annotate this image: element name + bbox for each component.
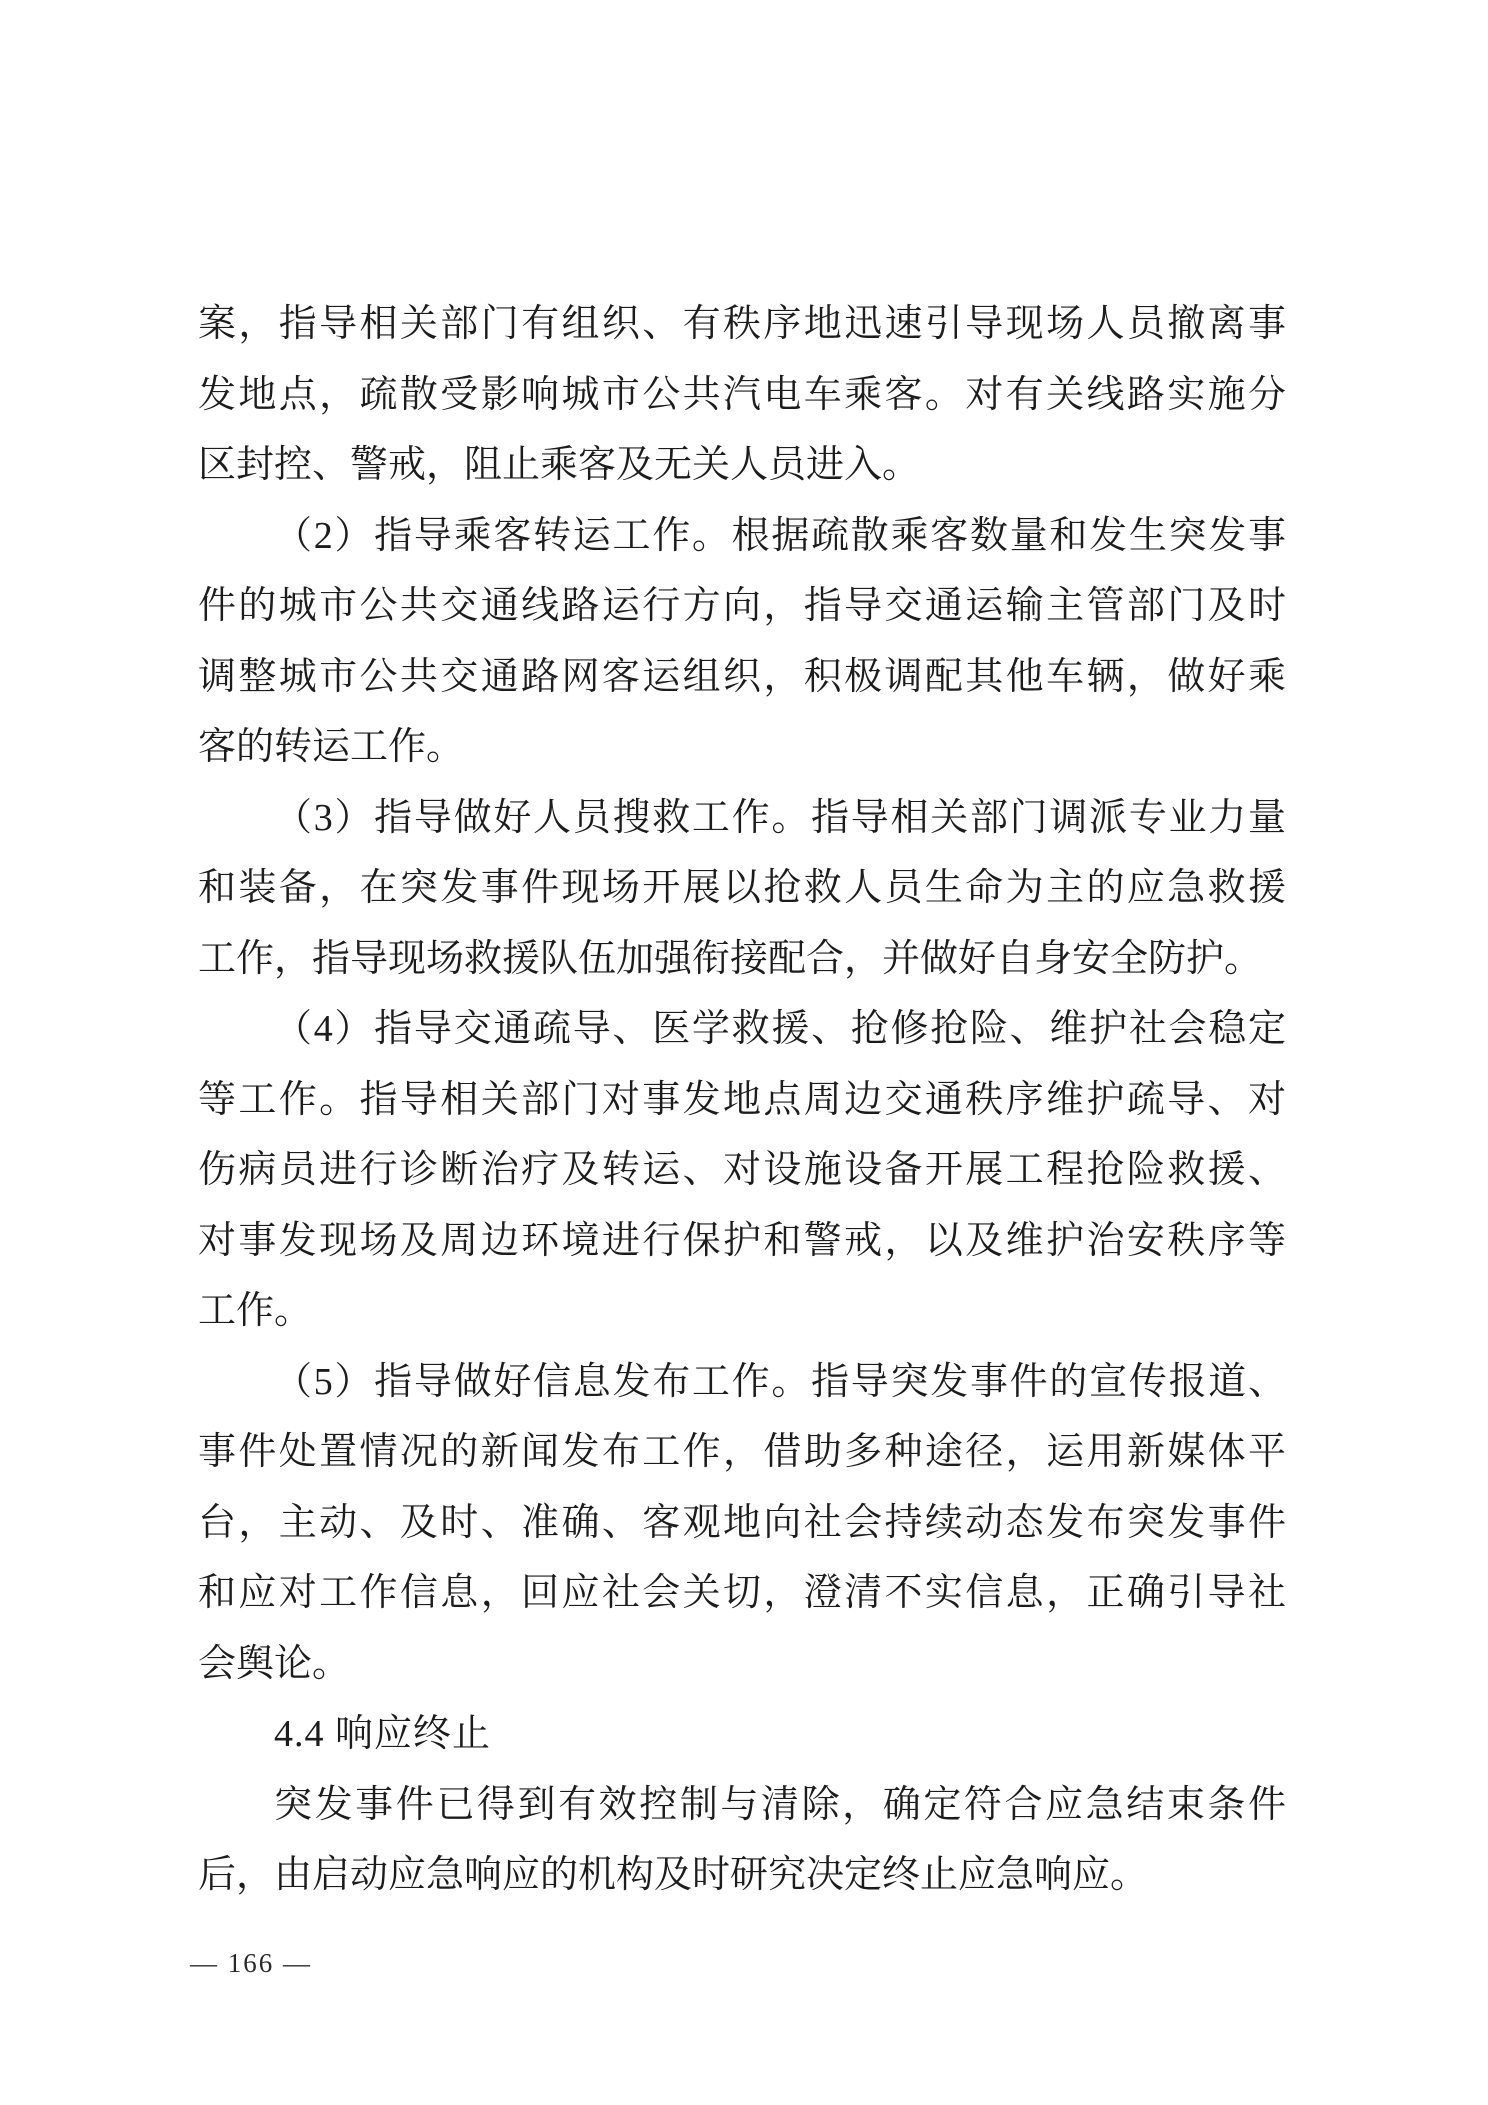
paragraph-item-4 — [198, 994, 1286, 1347]
document-text-block — [198, 289, 1286, 1911]
text-line: 后，由启动应急响应的机构及时研究决定终止应急响应。 — [198, 1854, 1149, 1896]
text-line: （2）指导乘客转运工作。根据疏散乘客数量和发生突发事 — [274, 514, 1286, 557]
text-line: 和应对工作信息，回应社会关切，澄清不实信息，正确引导社 — [198, 1572, 1286, 1614]
text-line: 事件处置情况的新闻发布工作，借助多种途径，运用新媒体平 — [198, 1431, 1286, 1473]
text-line: 客的转运工作。 — [198, 726, 465, 768]
text-line: （5）指导做好信息发布工作。指导突发事件的宣传报道、 — [274, 1360, 1286, 1403]
text-line: 伤病员进行诊断治疗及转运、对设施设备开展工程抢险救援、 — [198, 1149, 1286, 1191]
text-line: 台，主动、及时、准确、客观地向社会持续动态发布突发事件 — [198, 1501, 1286, 1544]
text-line: （4）指导交通疏导、医学救援、抢修抢险、维护社会稳定 — [274, 1008, 1286, 1050]
paragraph-continuation — [198, 289, 1286, 501]
text-line: （3）指导做好人员搜救工作。指导相关部门调派专业力量 — [274, 796, 1286, 839]
text-line: 对事发现场及周边环境进行保护和警戒，以及维护治安秩序等 — [198, 1219, 1286, 1262]
text-line: 会舆论。 — [198, 1642, 351, 1685]
text-line: 工作。 — [198, 1290, 313, 1332]
paragraph-response-termination — [198, 1770, 1286, 1911]
paragraph-item-2 — [198, 501, 1286, 783]
paragraph-item-3 — [198, 783, 1286, 995]
text-line: 案，指导相关部门有组织、有秩序地迅速引导现场人员撤离事 — [198, 303, 1286, 345]
text-line: 件的城市公共交通线路运行方向，指导交通运输主管部门及时 — [198, 585, 1286, 627]
text-line: 和装备，在突发事件现场开展以抢救人员生命为主的应急救援 — [198, 867, 1286, 909]
text-line: 突发事件已得到有效控制与清除，确定符合应急结束条件 — [274, 1783, 1286, 1826]
text-line: 工作，指导现场救援队伍加强衔接配合，并做好自身安全防护。 — [198, 937, 1263, 980]
page-number: — 166 — — [190, 1948, 312, 1978]
paragraph-item-5 — [198, 1347, 1286, 1700]
text-line: 区封控、警戒，阻止乘客及无关人员进入。 — [198, 444, 921, 486]
text-line: 等工作。指导相关部门对事发地点周边交通秩序维护疏导、对 — [198, 1078, 1286, 1121]
section-heading-4-4 — [198, 1699, 1286, 1770]
section-heading-text: 4.4 响应终止 — [274, 1713, 492, 1755]
text-line: 发地点，疏散受影响城市公共汽电车乘客。对有关线路实施分 — [198, 373, 1286, 416]
text-line: 调整城市公共交通路网客运组织，积极调配其他车辆，做好乘 — [198, 655, 1286, 698]
